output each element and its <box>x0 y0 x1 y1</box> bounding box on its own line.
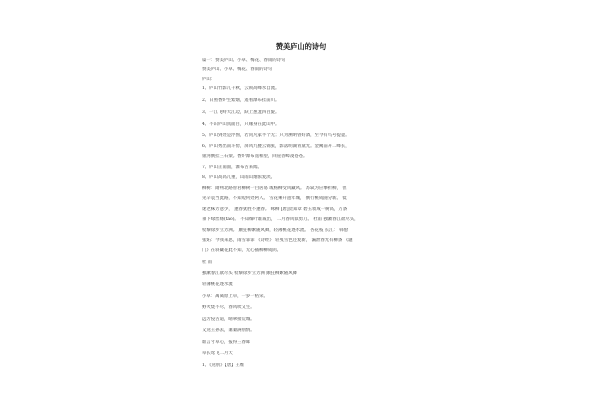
text-line: 杖藜徐步立芳洲。 颠狂柳絮随风舞，轻薄桃花逐水流。 杏花枝 长江： 韩愈 <box>202 228 349 233</box>
text-line: 又送王孙去，萋萋满别情。 <box>202 328 255 333</box>
text-line: 草长莺飞二月天 <box>202 351 233 356</box>
text-line: 见辛袁当此路，不知短何处阿人。 雪花乘开遗年城， 倒行桃成随分新。 低 <box>202 196 347 201</box>
text-line: 张炻：今我来思，雨雪霏霏 《诗经》 轻曳雪色还复新， 漏泄春光有柳条 《题 <box>202 238 353 243</box>
text-line: 篇一：赞美庐山、小草、梅花、春雨的诗句 <box>202 58 286 63</box>
text-line: 轻薄桃花逐水流 <box>202 282 233 287</box>
document-page <box>196 34 406 396</box>
text-line: 垂下绿丝绦(tāo)。 不知细叶谁裁出， 二月春风似剪刀。 杜甫 独漱春江欲尽头， <box>202 217 359 222</box>
text-line: 小草：离离原上草，一岁一枯荣。 <box>202 294 268 299</box>
text-line: 6、庐山秀出南斗傍，屏风九叠云锦张，影落明湖青黛光。金阙前开二峰长， <box>202 144 350 149</box>
text-line: 远芳侵古道，晴翠接荒城。 <box>202 317 255 322</box>
text-line: 独漱春江欲尽头 杖藜徐步立芳洲 颠狂柳絮随风舞 <box>202 271 297 276</box>
text-line: 2、日照香炉生紫烟，遥看瀑布挂前川。 <box>202 98 280 103</box>
text-line: 1、《送别》【唐】王维 <box>202 363 245 368</box>
text-line: 杜 甫 <box>202 260 213 265</box>
text-line: 谁言寸草心，报得三春晖 <box>202 340 251 345</box>
text-line: 8、庐山高高几重，山雨山烟浓复淡。 <box>202 175 276 180</box>
text-line: 门》在斜藏花此不知，无心插柳柳成阴。 <box>202 248 282 253</box>
text-line: 柳树：隋州北路曾君柳树一白居易 或杨柳受风藏风。 苏轼为应攀折柳， 但 <box>202 186 347 191</box>
text-line: 3、一江飞峙大江边，跃上葱茏四百旋。 <box>202 110 280 115</box>
text-line: 迷老株芳意少， 逢春犹胜不逢春。 咏柳 [唐]贺知章 碧玉妆成一树高，万条 <box>202 207 348 212</box>
text-line: 赞美庐山、小草、梅花、春雨的诗句 <box>202 67 273 72</box>
text-line: 1、庐山竹影几千秋，云锁高峰水自流。 <box>202 86 280 91</box>
document-title: 赞美庐山的诗句 <box>275 42 327 51</box>
text-line: 野火烧不尽，春风吹又生。 <box>202 305 255 310</box>
text-line: 5、庐山到处是浮图，若问凡家半个无；只为溯明曾好酒，至今有鸟号提壶。 <box>202 133 350 138</box>
text-line: 7、庐山正南面，瀑布古来闻。 <box>202 165 262 170</box>
text-line: 银河倒挂三石梁。香炉瀑布遥相望，回崖沓嶂凌苍苍。 <box>202 154 308 159</box>
text-line: 庐山： <box>202 77 216 82</box>
text-line: 4、不识庐山真面目，只缘身在此山中。 <box>202 122 280 127</box>
